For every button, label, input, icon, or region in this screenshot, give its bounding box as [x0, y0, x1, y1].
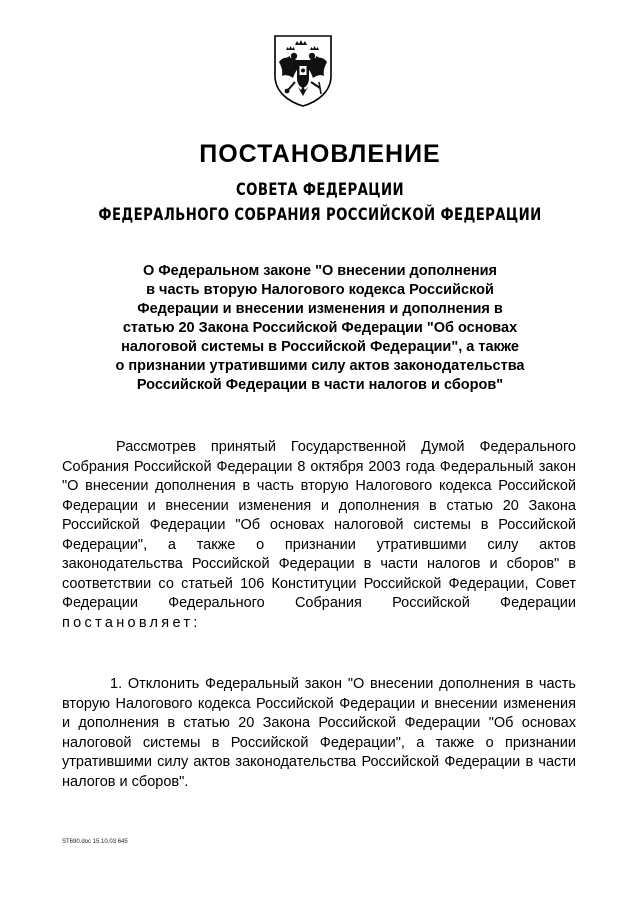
coat-of-arms-emblem-icon — [271, 32, 335, 108]
subject-line: налоговой системы в Российской Федерации", а также — [121, 339, 519, 355]
subject-line: в часть вторую Налогового кодекса Российской — [146, 282, 494, 298]
document-title: ПОСТАНОВЛЕНИЕ — [199, 140, 441, 168]
preamble-text: Рассмотрев принятый Государственной Думой Федерального Собрания Российской Федерации 8 октября 2003 года Федеральный закон "О внесении дополнения в часть вторую Налогового кодекса Российской Федерации и внесении изменения и дополнения в статью 20 Закона Российской Федерации "Об основах налоговой системы в Российской Федерации", а также о признании утратившими силу актов законодательства Российской Федерации в части налогов и сборов" в соответствии со статьей 106 Конституции Российской Федерации, Совет Федерации Федерального Собрания Российской Федерации — [62, 439, 576, 611]
subject-line: Федерации и внесении изменения и дополнения в — [137, 301, 503, 317]
preamble-paragraph — [62, 438, 576, 633]
subject-line: О Федеральном законе "О внесении дополнения — [142, 263, 498, 279]
subject-heading — [100, 262, 540, 395]
resolution-item-1: 1. Отклонить Федеральный закон "О внесении дополнения в часть вторую Налогового кодекса Российской Федерации и внесении изменения и дополнения в статью 20 Закона Российской Федерации "Об основах налоговой системы в Российской Федерации", а также о признании утратившими силу актов законодательства Российской Федерации в части налогов и сборов". — [62, 676, 576, 790]
subject-line: о признании утратившими силу актов законодательства — [115, 358, 525, 374]
file-reference-footer: ST690.doc 15.10.03 645 — [62, 839, 128, 845]
issuer-line-1: СОВЕТА ФЕДЕРАЦИИ — [236, 180, 404, 200]
decrees-word: постановляет: — [62, 614, 201, 631]
issuer-line-2: ФЕДЕРАЛЬНОГО СОБРАНИЯ РОССИЙСКОЙ ФЕДЕРАЦИИ — [98, 205, 542, 225]
subject-line: статью 20 Закона Российской Федерации "Об основах — [122, 320, 518, 336]
subject-line: Российской Федерации в части налогов и сборов" — [136, 377, 504, 393]
